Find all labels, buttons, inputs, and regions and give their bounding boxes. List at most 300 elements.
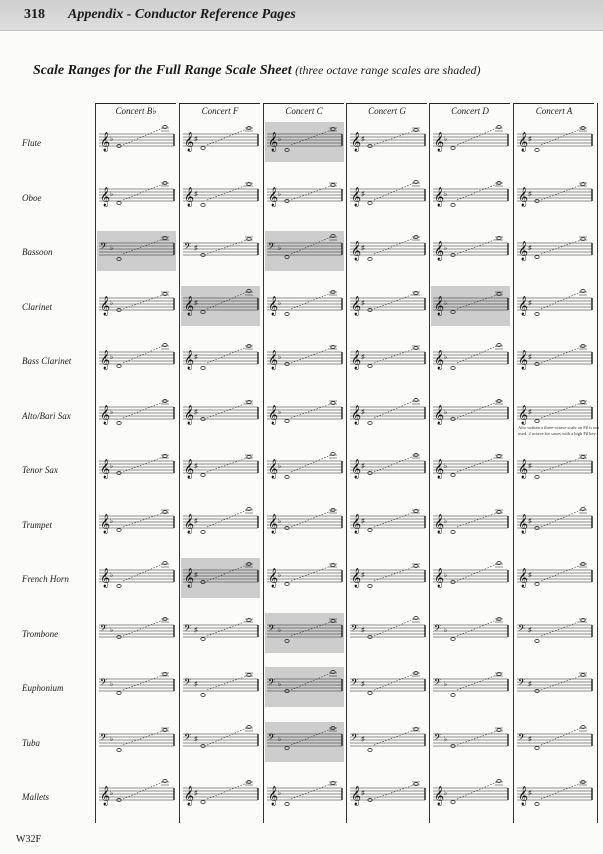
scale-staff (515, 776, 594, 816)
svg-text:♯: ♯ (361, 516, 365, 525)
scale-cell (348, 504, 427, 544)
scale-cell (515, 449, 594, 489)
svg-text:𝄢: 𝄢 (268, 241, 276, 254)
svg-text:♯: ♯ (194, 407, 198, 416)
svg-text:♭: ♭ (110, 353, 114, 361)
scale-staff (348, 231, 427, 271)
scale-staff (431, 340, 510, 380)
scale-cell (181, 286, 260, 326)
svg-text:♭: ♭ (278, 353, 282, 361)
scale-staff (431, 231, 510, 271)
svg-text:𝄞: 𝄞 (434, 350, 445, 370)
instrument-label: Oboe (22, 192, 42, 203)
svg-text:𝄢: 𝄢 (518, 677, 526, 690)
scale-staff (265, 340, 344, 380)
scale-cell (348, 177, 427, 217)
svg-text:𝄞: 𝄞 (268, 132, 279, 152)
page-header (0, 0, 603, 31)
svg-text:♯: ♯ (361, 353, 365, 361)
svg-text:♭: ♭ (110, 135, 114, 143)
scale-cell (348, 613, 427, 653)
scale-cell (97, 558, 176, 598)
svg-text:𝄞: 𝄞 (434, 241, 445, 261)
svg-text:𝄞: 𝄞 (518, 241, 529, 261)
svg-text:♭: ♭ (110, 734, 114, 743)
svg-text:𝄞: 𝄞 (184, 132, 195, 152)
svg-text:𝄞: 𝄞 (351, 513, 362, 534)
svg-text:𝄞: 𝄞 (518, 404, 529, 425)
instrument-label: Bass Clarinet (22, 356, 72, 366)
svg-text:♯: ♯ (194, 135, 198, 143)
scale-staff (97, 286, 176, 326)
svg-text:𝄞: 𝄞 (434, 295, 445, 316)
svg-text:♯: ♯ (361, 680, 365, 688)
svg-text:𝄞: 𝄞 (268, 295, 279, 316)
svg-text:𝄞: 𝄞 (268, 404, 279, 425)
scale-staff (97, 449, 176, 489)
svg-text:𝄞: 𝄞 (434, 513, 445, 534)
svg-text:𝄞: 𝄞 (184, 513, 195, 534)
scale-staff (181, 231, 260, 271)
scale-cell (265, 340, 344, 380)
scale-cell (181, 395, 260, 435)
svg-text:𝄞: 𝄞 (518, 459, 529, 479)
svg-text:♭: ♭ (444, 680, 448, 688)
scale-cell (97, 667, 176, 707)
column-header: Concert F (180, 103, 260, 118)
svg-text:♯: ♯ (361, 135, 365, 143)
scale-cell (181, 504, 260, 544)
svg-text:𝄞: 𝄞 (184, 186, 195, 207)
svg-text:♯: ♯ (194, 353, 198, 361)
svg-text:𝄢: 𝄢 (351, 677, 359, 690)
scale-cell (97, 613, 176, 653)
scale-staff (265, 177, 344, 217)
scale-cell (348, 122, 427, 162)
scale-cell (515, 504, 594, 544)
svg-text:♭: ♭ (110, 789, 114, 797)
scale-staff (181, 340, 260, 380)
scale-cell (97, 340, 176, 380)
svg-text:♯: ♯ (194, 244, 198, 252)
scale-staff (97, 122, 176, 162)
scale-staff (181, 395, 260, 435)
svg-text:𝄢: 𝄢 (100, 622, 108, 636)
scale-cell (348, 395, 427, 435)
scale-staff (265, 613, 344, 653)
svg-text:♭: ♭ (278, 189, 282, 198)
svg-text:𝄞: 𝄞 (100, 513, 111, 534)
svg-text:♭: ♭ (444, 789, 448, 797)
scale-cell (515, 286, 594, 326)
svg-text:♭: ♭ (110, 189, 114, 198)
svg-text:𝄢: 𝄢 (518, 731, 526, 745)
svg-text:𝄞: 𝄞 (351, 241, 362, 261)
svg-text:♭: ♭ (278, 680, 282, 688)
svg-text:♯: ♯ (361, 244, 365, 252)
scale-cell (431, 340, 510, 380)
scale-staff (348, 177, 427, 217)
svg-text:♯: ♯ (528, 789, 532, 797)
scale-cell (431, 558, 510, 598)
scale-staff (431, 286, 510, 326)
svg-text:𝄞: 𝄞 (351, 350, 362, 370)
svg-text:♭: ♭ (444, 189, 448, 198)
scale-cell (431, 122, 510, 162)
scale-staff (181, 449, 260, 489)
scale-cell (348, 286, 427, 326)
scale-cell (265, 776, 344, 816)
column-divider (513, 103, 514, 823)
instrument-label: Flute (22, 138, 41, 148)
svg-text:♭: ♭ (444, 135, 448, 143)
scale-cell (97, 231, 176, 271)
scale-cell (348, 449, 427, 489)
scale-cell (181, 667, 260, 707)
scale-staff (265, 122, 344, 162)
svg-text:♯: ♯ (361, 789, 365, 797)
column-divider (95, 103, 96, 823)
svg-text:♯: ♯ (528, 353, 532, 361)
scale-staff (265, 395, 344, 435)
instrument-label: Tenor Sax (22, 465, 58, 475)
svg-text:♯: ♯ (528, 298, 532, 307)
scale-staff (181, 613, 260, 653)
scale-cell (431, 449, 510, 489)
svg-text:♭: ♭ (110, 625, 114, 634)
column-header: Concert B♭ (96, 103, 176, 118)
scale-cell (265, 558, 344, 598)
scale-staff (348, 395, 427, 435)
alto-sax-footnote: Alto written a three-octave scale on F♯ is not used. 2 octave for saxes with a high F♯ key. (518, 425, 599, 436)
scale-staff (515, 231, 594, 271)
scale-cell (181, 340, 260, 380)
svg-text:♯: ♯ (194, 789, 198, 797)
scale-staff (97, 395, 176, 435)
svg-text:♭: ♭ (444, 462, 448, 470)
svg-text:♭: ♭ (278, 734, 282, 743)
scale-staff (515, 613, 594, 653)
svg-text:𝄞: 𝄞 (351, 186, 362, 207)
scale-staff (348, 286, 427, 326)
svg-text:𝄞: 𝄞 (518, 786, 529, 806)
scale-cell (265, 722, 344, 762)
svg-text:𝄞: 𝄞 (100, 459, 111, 479)
svg-text:𝄢: 𝄢 (268, 622, 276, 636)
svg-text:𝄞: 𝄞 (184, 568, 195, 588)
svg-text:♯: ♯ (194, 625, 198, 634)
svg-text:♭: ♭ (444, 625, 448, 634)
section-subtitle: (three octave range scales are shaded) (295, 63, 481, 77)
svg-text:♯: ♯ (528, 734, 532, 743)
svg-text:♯: ♯ (194, 189, 198, 198)
scale-cell (348, 722, 427, 762)
svg-text:♭: ♭ (110, 462, 114, 470)
svg-text:𝄞: 𝄞 (434, 404, 445, 425)
scale-staff (97, 667, 176, 707)
header-title: Appendix - Conductor Reference Pages (68, 7, 296, 22)
svg-text:𝄞: 𝄞 (100, 568, 111, 588)
svg-text:𝄞: 𝄞 (518, 350, 529, 370)
svg-text:𝄞: 𝄞 (518, 132, 529, 152)
scale-staff (515, 722, 594, 762)
scale-cell (265, 395, 344, 435)
scale-staff (431, 722, 510, 762)
scale-cell (348, 340, 427, 380)
scale-cell (515, 231, 594, 271)
svg-text:𝄢: 𝄢 (518, 622, 526, 636)
scale-staff (431, 613, 510, 653)
svg-text:♯: ♯ (528, 244, 532, 252)
svg-text:♯: ♯ (361, 625, 365, 634)
svg-text:♭: ♭ (444, 407, 448, 416)
scale-cell (348, 776, 427, 816)
scale-cell (265, 231, 344, 271)
scale-cell (265, 177, 344, 217)
scale-cell (515, 722, 594, 762)
svg-text:𝄞: 𝄞 (434, 186, 445, 207)
column-divider (263, 103, 264, 823)
svg-text:♯: ♯ (528, 189, 532, 198)
scale-staff (348, 722, 427, 762)
svg-text:𝄞: 𝄞 (351, 786, 362, 806)
scale-staff (265, 558, 344, 598)
scale-cell (515, 613, 594, 653)
scale-staff (515, 122, 594, 162)
svg-text:♭: ♭ (278, 571, 282, 579)
svg-text:♯: ♯ (194, 298, 198, 307)
svg-text:𝄞: 𝄞 (434, 459, 445, 479)
instrument-label: Alto/Bari Sax (22, 410, 71, 421)
svg-text:𝄢: 𝄢 (434, 731, 442, 745)
svg-text:♭: ♭ (278, 244, 282, 252)
scale-staff (97, 558, 176, 598)
scale-staff (97, 231, 176, 271)
scale-staff (431, 667, 510, 707)
scale-staff (348, 613, 427, 653)
scale-cell (348, 558, 427, 598)
svg-text:♯: ♯ (528, 407, 532, 416)
svg-text:𝄞: 𝄞 (100, 404, 111, 425)
scale-cell (348, 231, 427, 271)
instrument-label: Tuba (22, 737, 41, 748)
scale-staff (181, 558, 260, 598)
svg-text:♯: ♯ (194, 734, 198, 743)
scale-staff (515, 504, 594, 544)
svg-text:𝄞: 𝄞 (434, 132, 445, 152)
scale-staff (348, 449, 427, 489)
svg-text:♭: ♭ (278, 516, 282, 525)
instrument-label: Trumpet (22, 519, 53, 530)
scale-staff (265, 776, 344, 816)
scale-cell (265, 286, 344, 326)
scale-staff (515, 177, 594, 217)
svg-text:♭: ♭ (444, 353, 448, 361)
svg-text:𝄢: 𝄢 (434, 677, 442, 690)
svg-text:♭: ♭ (444, 571, 448, 579)
scale-staff (431, 122, 510, 162)
scale-cell (181, 558, 260, 598)
svg-text:𝄞: 𝄞 (351, 132, 362, 152)
svg-text:♭: ♭ (110, 680, 114, 688)
scale-cell (181, 177, 260, 217)
scale-cell (431, 177, 510, 217)
scale-cell (431, 395, 510, 435)
svg-text:♯: ♯ (194, 680, 198, 688)
svg-text:𝄞: 𝄞 (351, 295, 362, 316)
svg-text:𝄞: 𝄞 (518, 295, 529, 316)
scale-staff (431, 558, 510, 598)
svg-text:𝄞: 𝄞 (351, 459, 362, 479)
svg-text:𝄞: 𝄞 (434, 786, 445, 806)
svg-text:𝄢: 𝄢 (100, 241, 108, 254)
scale-cell (431, 722, 510, 762)
scale-cell (97, 286, 176, 326)
svg-text:𝄞: 𝄞 (100, 350, 111, 370)
scale-staff (97, 340, 176, 380)
svg-text:♭: ♭ (110, 516, 114, 525)
svg-text:♯: ♯ (528, 680, 532, 688)
scale-cell (97, 177, 176, 217)
instrument-label: Bassoon (22, 247, 53, 257)
scale-staff (97, 504, 176, 544)
scale-staff (181, 722, 260, 762)
instrument-label: Mallets (22, 792, 49, 802)
svg-text:𝄞: 𝄞 (268, 568, 279, 588)
column-header: Concert A (514, 103, 594, 118)
scale-cell (265, 504, 344, 544)
svg-text:♯: ♯ (361, 734, 365, 743)
svg-text:♭: ♭ (278, 135, 282, 143)
scale-cell (431, 776, 510, 816)
svg-text:♭: ♭ (278, 462, 282, 470)
svg-text:𝄞: 𝄞 (184, 404, 195, 425)
scale-staff (97, 613, 176, 653)
instrument-label: Trombone (22, 628, 59, 639)
instrument-label: Euphonium (22, 683, 64, 693)
scale-staff (515, 667, 594, 707)
scale-staff (265, 504, 344, 544)
column-divider (429, 103, 430, 823)
scale-staff (348, 776, 427, 816)
section-title (33, 63, 481, 79)
svg-text:♭: ♭ (110, 407, 114, 416)
scale-staff (431, 449, 510, 489)
scale-cell (97, 395, 176, 435)
scale-staff (431, 177, 510, 217)
svg-text:♯: ♯ (361, 571, 365, 579)
svg-text:𝄞: 𝄞 (100, 132, 111, 152)
svg-text:𝄢: 𝄢 (100, 677, 108, 690)
svg-text:𝄞: 𝄞 (268, 186, 279, 207)
svg-text:♭: ♭ (110, 244, 114, 252)
scale-cell (97, 449, 176, 489)
svg-text:♯: ♯ (528, 135, 532, 143)
svg-text:♭: ♭ (278, 298, 282, 307)
scale-staff (348, 340, 427, 380)
svg-text:♭: ♭ (444, 298, 448, 307)
svg-text:𝄞: 𝄞 (518, 186, 529, 207)
scale-staff (348, 504, 427, 544)
svg-text:𝄞: 𝄞 (351, 404, 362, 425)
scale-staff (181, 122, 260, 162)
scale-cell (265, 122, 344, 162)
scale-staff (97, 722, 176, 762)
svg-text:♭: ♭ (444, 244, 448, 252)
svg-text:♯: ♯ (194, 516, 198, 525)
scale-cell (348, 667, 427, 707)
svg-text:𝄞: 𝄞 (434, 568, 445, 588)
svg-text:𝄞: 𝄞 (268, 513, 279, 534)
svg-text:𝄞: 𝄞 (184, 350, 195, 370)
scale-staff (181, 177, 260, 217)
scale-cell (431, 667, 510, 707)
svg-text:♭: ♭ (278, 625, 282, 634)
scale-staff (265, 286, 344, 326)
scale-staff (348, 122, 427, 162)
svg-text:𝄞: 𝄞 (100, 295, 111, 316)
svg-text:♯: ♯ (361, 298, 365, 307)
svg-text:♯: ♯ (528, 625, 532, 634)
scale-staff (265, 231, 344, 271)
scale-staff (181, 667, 260, 707)
svg-text:𝄞: 𝄞 (351, 568, 362, 588)
svg-text:♭: ♭ (110, 571, 114, 579)
scale-cell (265, 449, 344, 489)
svg-text:𝄢: 𝄢 (184, 622, 192, 636)
instrument-label: French Horn (22, 574, 69, 584)
svg-text:𝄢: 𝄢 (268, 677, 276, 690)
scale-staff (431, 776, 510, 816)
scale-staff (265, 722, 344, 762)
scale-cell (181, 231, 260, 271)
svg-text:𝄞: 𝄞 (184, 295, 195, 316)
svg-text:𝄞: 𝄞 (268, 786, 279, 806)
scale-cell (181, 722, 260, 762)
scale-cell (431, 231, 510, 271)
scale-cell (181, 122, 260, 162)
scale-staff (515, 286, 594, 326)
column-header: Concert D (430, 103, 510, 118)
scale-cell (97, 776, 176, 816)
column-divider (179, 103, 180, 823)
svg-text:𝄢: 𝄢 (184, 241, 192, 254)
svg-text:♯: ♯ (194, 571, 198, 579)
scale-cell (431, 504, 510, 544)
scale-staff (97, 776, 176, 816)
page-footer-code: W32F (16, 834, 41, 845)
scale-cell (515, 340, 594, 380)
svg-text:𝄞: 𝄞 (518, 568, 529, 588)
scale-cell (431, 613, 510, 653)
svg-text:𝄢: 𝄢 (351, 731, 359, 745)
scale-staff (348, 667, 427, 707)
svg-text:𝄢: 𝄢 (184, 731, 192, 745)
scale-cell (97, 722, 176, 762)
scale-cell (181, 613, 260, 653)
scale-cell (181, 776, 260, 816)
svg-text:𝄞: 𝄞 (268, 350, 279, 370)
scale-staff (515, 449, 594, 489)
scale-cell (431, 286, 510, 326)
svg-text:♯: ♯ (528, 462, 532, 470)
scale-cell (265, 667, 344, 707)
svg-text:♭: ♭ (278, 407, 282, 416)
column-divider (597, 103, 598, 823)
svg-text:𝄢: 𝄢 (184, 677, 192, 690)
scale-cell (515, 558, 594, 598)
svg-text:♯: ♯ (194, 462, 198, 470)
